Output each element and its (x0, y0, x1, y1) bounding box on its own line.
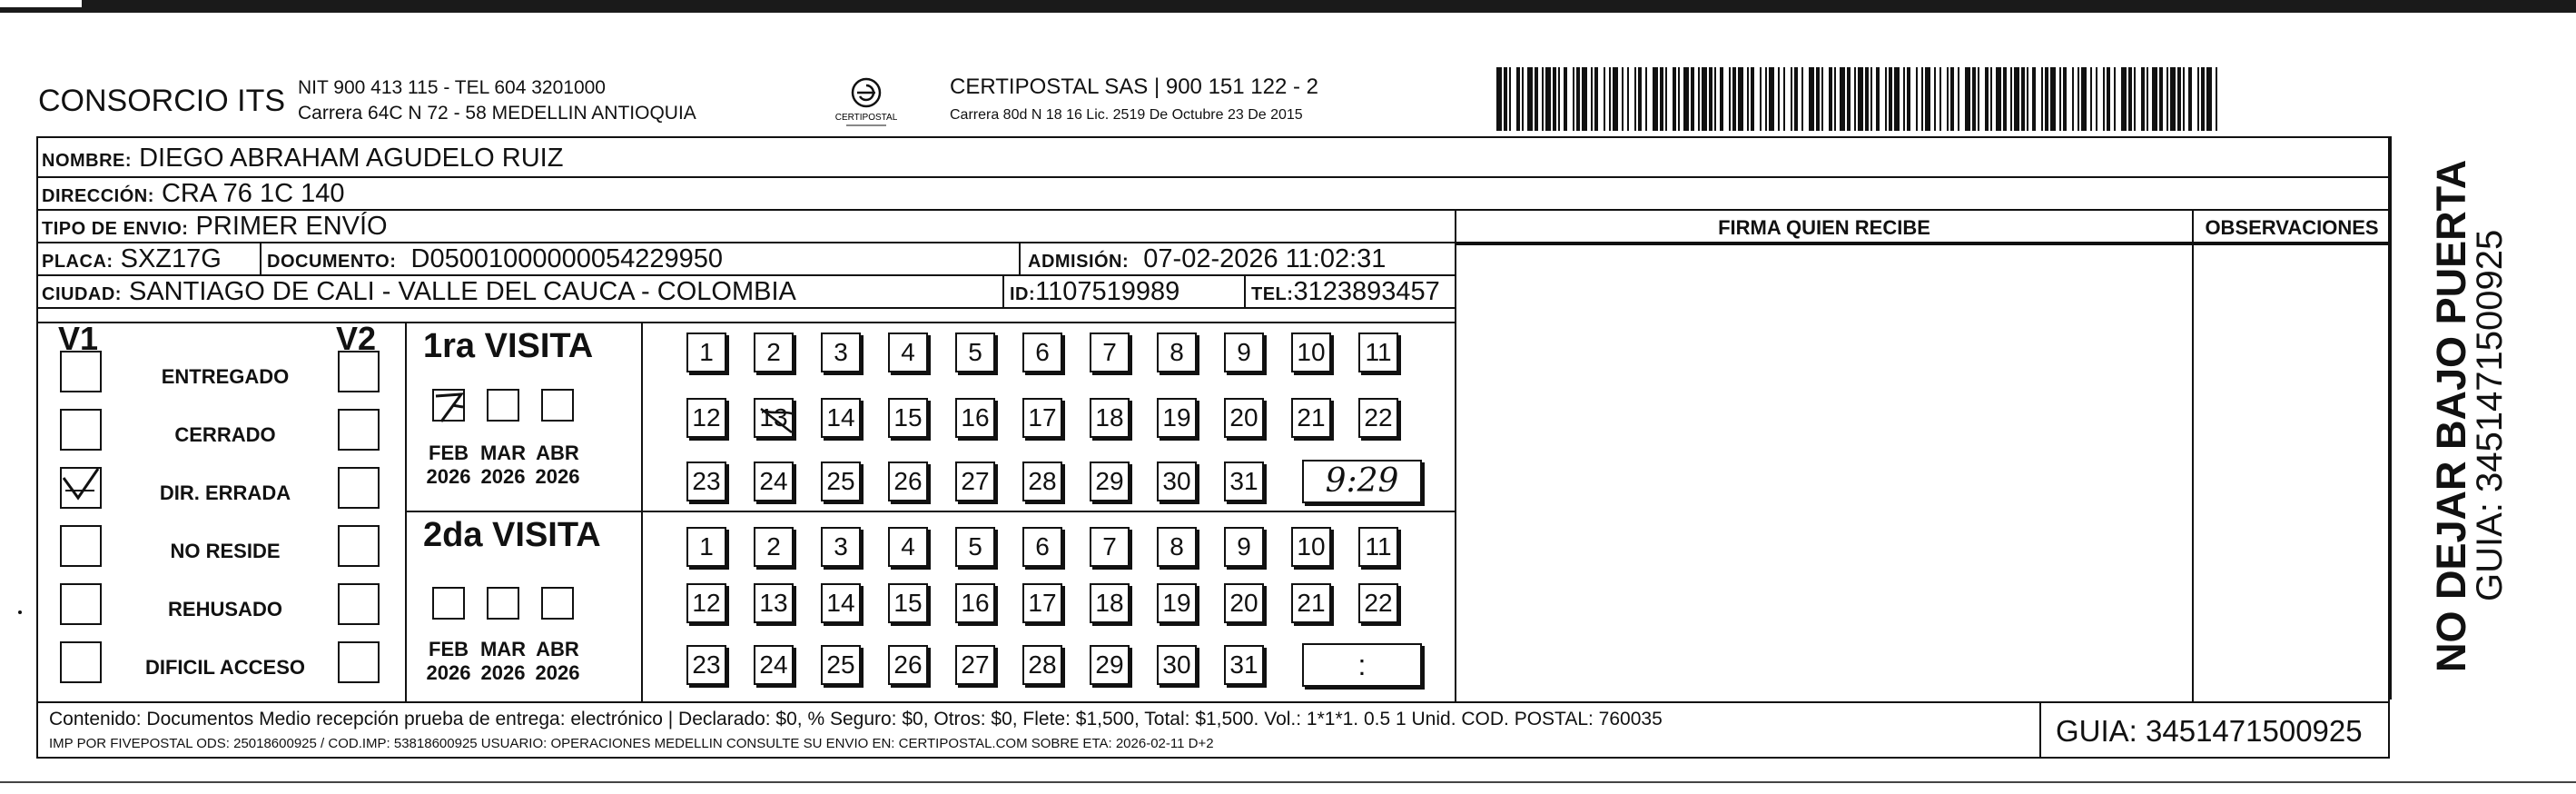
barcode-bar (1564, 67, 1567, 131)
barcode-bar (2014, 67, 2019, 131)
status-label-dificil-acceso: DIFICIL ACCESO (144, 656, 305, 679)
barcode-bar (2128, 67, 2132, 131)
v1-checkbox-rehusado[interactable] (60, 583, 102, 625)
nombre-field: NOMBRE: DIEGO ABRAHAM AGUDELO RUIZ (42, 144, 564, 173)
barcode-bar (1653, 67, 1658, 131)
barcode-bar (1903, 67, 1905, 131)
barcode-bar (2103, 67, 2105, 131)
visit-1-month-mar-label (476, 442, 530, 489)
barcode-bar (1876, 67, 1880, 131)
visit-1-day-12[interactable]: 12 (686, 398, 726, 438)
visit-divider-grid (641, 323, 643, 701)
barcode-bar (1801, 67, 1803, 131)
barcode-bar (2032, 67, 2036, 131)
visit-1-day-18[interactable]: 18 (1090, 398, 1130, 438)
visit-1-day-28[interactable]: 28 (1022, 462, 1062, 501)
visit-1-day-7[interactable]: 7 (1090, 332, 1130, 372)
visit-1-day-25[interactable]: 25 (821, 462, 861, 501)
visit-2-day-13[interactable]: 13 (754, 583, 794, 623)
barcode-bar (1729, 67, 1731, 131)
direccion-field: DIRECCIÓN: CRA 76 1C 140 (42, 179, 345, 208)
carrier-line-2: Carrera 80d N 18 16 Lic. 2519 De Octubre 23 De 2015 (950, 107, 1303, 123)
barcode-bar (2114, 67, 2116, 131)
month-name: MAR (479, 442, 527, 464)
month-name: ABR (536, 442, 579, 464)
visit-2-day-25[interactable]: 25 (821, 645, 861, 685)
row-line (1455, 243, 2390, 245)
sep-doc-adm (1019, 243, 1021, 276)
month-name: MAR (479, 638, 527, 660)
visit-2-day-21[interactable]: 21 (1291, 583, 1331, 623)
documento-field: DOCUMENTO: D05001000000054229950 (267, 244, 724, 273)
visit-2-month-mar-label (476, 638, 530, 685)
barcode-bar (1645, 67, 1647, 131)
visit-1-day-1[interactable]: 1 (686, 332, 726, 372)
visit-2-day-27[interactable]: 27 (955, 645, 995, 685)
sep-placa-doc (260, 243, 262, 276)
barcode-bar (2063, 67, 2067, 131)
visit-1-month-feb-label (421, 442, 476, 489)
tipo-envio-field: TIPO DE ENVIO: PRIMER ENVÍO (42, 212, 388, 241)
barcode-bar (2141, 67, 2145, 131)
barcode-bar (1698, 67, 1700, 131)
visit-1-day-9[interactable]: 9 (1224, 332, 1264, 372)
visit-1-day-5[interactable]: 5 (955, 332, 995, 372)
barcode-bar (2078, 67, 2079, 131)
month-year: 2026 (480, 661, 526, 684)
barcode-bar (2010, 67, 2012, 131)
barcode-bar (1709, 67, 1712, 131)
visit-2-day-30[interactable]: 30 (1157, 645, 1197, 685)
barcode-bar (2170, 67, 2176, 131)
barcode-bar (2188, 67, 2192, 131)
barcode-bar (1947, 67, 1949, 131)
visit-1-day-27[interactable]: 27 (955, 462, 995, 501)
side-warning: NO DEJAR BAJO PUERTA (2428, 159, 2474, 672)
barcode-bar (1990, 67, 1992, 131)
scan-bottom-line (0, 781, 2576, 783)
month-year: 2026 (535, 661, 580, 684)
barcode-bar (1558, 67, 1560, 131)
barcode-bar (1760, 67, 1762, 131)
footer-guia-sep (2039, 703, 2041, 758)
v2-checkbox-rehusado[interactable] (338, 583, 380, 625)
barcode-bar (1921, 67, 1923, 131)
barcode-bar (1972, 67, 1976, 131)
visit-1-day-24[interactable]: 24 (754, 462, 794, 501)
barcode-bar (1573, 67, 1574, 131)
visit-1-day-8[interactable]: 8 (1157, 332, 1197, 372)
barcode-bar (1889, 67, 1892, 131)
barcode-bar (1894, 67, 1900, 131)
barcode-bar (2159, 67, 2163, 131)
visit-2-day-28[interactable]: 28 (1022, 645, 1062, 685)
barcode-bar (2121, 67, 2127, 131)
barcode-bar (1985, 67, 1989, 131)
ciudad-field: CIUDAD: SANTIAGO DE CALI - VALLE DEL CAUCA - COLOMBIA (42, 277, 796, 306)
barcode-bar (1751, 67, 1754, 131)
visit-1-day-10[interactable]: 10 (1291, 332, 1331, 372)
barcode-bar (1732, 67, 1736, 131)
visit-2-month-abr-label (530, 638, 585, 685)
visit-1-day-14[interactable]: 14 (821, 398, 861, 438)
barcode-bar (1939, 67, 1941, 131)
barcode-bar (1769, 67, 1774, 131)
barcode-bar (2107, 67, 2110, 131)
status-label-no-reside: NO RESIDE (170, 540, 281, 562)
barcode-bar (1907, 67, 1910, 131)
visit-1-day-22[interactable]: 22 (1358, 398, 1398, 438)
barcode-bar (1553, 67, 1556, 131)
barcode-bar (1870, 67, 1872, 131)
observaciones-header: OBSERVACIONES (2205, 216, 2379, 239)
visit-2-day-29[interactable]: 29 (1090, 645, 1130, 685)
barcode-bar (2134, 67, 2136, 131)
visit-1-day-2[interactable]: 2 (754, 332, 794, 372)
company-line-2: Carrera 64C N 72 - 58 MEDELLIN ANTIOQUIA (298, 103, 696, 124)
visit-2-day-20[interactable]: 20 (1224, 583, 1264, 623)
barcode-bar (1609, 67, 1611, 131)
visit-2-day-17[interactable]: 17 (1022, 583, 1062, 623)
visit-1-day-19[interactable]: 19 (1157, 398, 1197, 438)
barcode-bar (2021, 67, 2025, 131)
barcode-bar (1847, 67, 1851, 131)
barcode-bar (2177, 67, 2181, 131)
visit-1-day-mark (759, 402, 795, 438)
row-line (36, 209, 2390, 211)
v1-checkbox-no-reside[interactable] (60, 525, 102, 567)
barcode-bar (1840, 67, 1845, 131)
barcode-bar (1527, 67, 1533, 131)
barcode-bar (2081, 67, 2087, 131)
placa-field: PLACA: SXZ17G (42, 244, 222, 273)
barcode-bar (2206, 67, 2212, 131)
visit-2-title: 2da VISITA (423, 516, 601, 554)
visit-1-day-20[interactable]: 20 (1224, 398, 1264, 438)
barcode-bar (1996, 67, 2001, 131)
footer-guia: GUIA: 3451471500925 (2056, 714, 2363, 748)
firma-header: FIRMA QUIEN RECIBE (1718, 216, 1930, 239)
barcode-bar (1542, 67, 1544, 131)
v2-checkbox-entregado[interactable] (338, 351, 380, 392)
scan-top-gap (0, 0, 82, 7)
visit-2-day-11[interactable]: 11 (1358, 527, 1398, 567)
visit-2-day-2[interactable]: 2 (754, 527, 794, 567)
visit-2-day-7[interactable]: 7 (1090, 527, 1130, 567)
visit-2-day-18[interactable]: 18 (1090, 583, 1130, 623)
visit-1-day-17[interactable]: 17 (1022, 398, 1062, 438)
logo-text: CERTIPOSTAL (834, 113, 898, 123)
id-field: ID:1107519989 (1010, 277, 1180, 306)
month-name: FEB (429, 442, 469, 464)
barcode-bar (1634, 67, 1636, 131)
visit-1-day-30[interactable]: 30 (1157, 462, 1197, 501)
visit-1-day-31[interactable]: 31 (1224, 462, 1264, 501)
visit-2-day-14[interactable]: 14 (821, 583, 861, 623)
barcode-bar (2166, 67, 2168, 131)
barcode-bar (1691, 67, 1694, 131)
visit-divider-horizontal (405, 511, 1455, 512)
barcode-bar (1791, 67, 1792, 131)
visit-2-day-10[interactable]: 10 (1291, 527, 1331, 567)
status-label-dir-errada: DIR. ERRADA (159, 481, 291, 504)
visit-2-day-31[interactable]: 31 (1224, 645, 1264, 685)
barcode-bar (1816, 67, 1820, 131)
barcode-bar (1673, 67, 1676, 131)
barcode-bar (1545, 67, 1551, 131)
barcode-bar (2090, 67, 2092, 131)
visit-2-day-26[interactable]: 26 (888, 645, 928, 685)
barcode-bar (1747, 67, 1749, 131)
barcode-bar (1916, 67, 1918, 131)
visit-2-day-5[interactable]: 5 (955, 527, 995, 567)
barcode-bar (1496, 67, 1502, 131)
barcode-bar (1613, 67, 1618, 131)
barcode-bar (1950, 67, 1954, 131)
visit-2-day-24[interactable]: 24 (754, 645, 794, 685)
month-year: 2026 (480, 465, 526, 488)
barcode-bar (1622, 67, 1624, 131)
row-line (36, 322, 1455, 323)
status-panel-divider (405, 323, 407, 701)
visit-2-day-23[interactable]: 23 (686, 645, 726, 685)
barcode-bar (1765, 67, 1767, 131)
barcode-bar (1702, 67, 1707, 131)
barcode-bar (2147, 67, 2148, 131)
barcode-bar (1516, 67, 1520, 131)
barcode-bar (1638, 67, 1642, 131)
side-guia: GUIA: 3451471500925 (2470, 229, 2510, 601)
visit-2-day-15[interactable]: 15 (888, 583, 928, 623)
barcode-bar (1885, 67, 1887, 131)
visit-2-day-3[interactable]: 3 (821, 527, 861, 567)
visit-1-title: 1ra VISITA (423, 327, 594, 365)
visit-2-day-19[interactable]: 19 (1157, 583, 1197, 623)
visit-1-month-mar-checkbox[interactable] (487, 389, 519, 422)
visit-2-day-6[interactable]: 6 (1022, 527, 1062, 567)
v2-checkbox-no-reside[interactable] (338, 525, 380, 567)
barcode-bar (1678, 67, 1680, 131)
company-line-1: NIT 900 413 115 - TEL 604 3201000 (298, 77, 606, 98)
barcode-bar (2216, 67, 2217, 131)
barcode-bar (2050, 67, 2056, 131)
visit-1-day-21[interactable]: 21 (1291, 398, 1331, 438)
barcode-bar (1829, 67, 1832, 131)
barcode-bar (1854, 67, 1856, 131)
barcode-bar (2003, 67, 2007, 131)
barcode-bar (1783, 67, 1785, 131)
barcode-bar (1925, 67, 1930, 131)
visit-1-month-feb-checkbox[interactable] (432, 389, 465, 422)
barcode-bar (1794, 67, 1798, 131)
barcode-bar (2197, 67, 2199, 131)
barcode-bar (2041, 67, 2043, 131)
barcode-bar (1683, 67, 1689, 131)
footer-line (36, 701, 2390, 703)
visit-2-day-4[interactable]: 4 (888, 527, 928, 567)
barcode-bar (1834, 67, 1836, 131)
v1-checkbox-dificil-acceso[interactable] (60, 641, 102, 683)
visit-1-day-4[interactable]: 4 (888, 332, 928, 372)
footer-content: Contenido: Documentos Medio recepción prueba de entrega: electrónico | Declarado: $0, % Seguro: $0, Otros: $0, Flete: $1,500, Total: $1,500. Vol.: 1*1*1. 0.5 1 Unid. COD. POSTAL: 760035 (49, 709, 1663, 729)
barcode-bar (1934, 67, 1936, 131)
barcode-bar (1965, 67, 1970, 131)
barcode-bar (1858, 67, 1863, 131)
barcode-bar (1522, 67, 1524, 131)
barcode-bar (2152, 67, 2157, 131)
barcode-bar (1576, 67, 1580, 131)
barcode-bar (2096, 67, 2097, 131)
visit-1-day-26[interactable]: 26 (888, 462, 928, 501)
tel-field: TEL:3123893457 (1251, 277, 1440, 306)
barcode-bar (1591, 67, 1593, 131)
barcode-bar (1594, 67, 1598, 131)
status-label-cerrado: CERRADO (174, 423, 276, 446)
status-label-rehusado: REHUSADO (168, 598, 282, 620)
v2-checkbox-cerrado[interactable] (338, 409, 380, 451)
barcode-bar (1809, 67, 1814, 131)
visit-1-day-29[interactable]: 29 (1090, 462, 1130, 501)
visit-2-day-8[interactable]: 8 (1157, 527, 1197, 567)
v1-checkbox-cerrado[interactable] (60, 409, 102, 451)
barcode-bar (1660, 67, 1663, 131)
month-year: 2026 (426, 661, 471, 684)
visit-1-day-3[interactable]: 3 (821, 332, 861, 372)
barcode-bar (1582, 67, 1587, 131)
month-name: FEB (429, 638, 469, 660)
visit-1-day-13[interactable]: 13 (754, 398, 794, 438)
barcode-bar (1865, 67, 1869, 131)
col-line-signature (1455, 211, 1456, 701)
visit-2-month-abr-checkbox[interactable] (541, 587, 574, 620)
visit-2-time[interactable]: : (1302, 643, 1422, 687)
sep-id-tel (1244, 276, 1246, 309)
visit-1-month-abr-label (530, 442, 585, 489)
visit-2-day-1[interactable]: 1 (686, 527, 726, 567)
barcode-bar (1627, 67, 1629, 131)
visit-2-day-16[interactable]: 16 (955, 583, 995, 623)
v1-checkbox-dir-errada[interactable] (60, 467, 102, 509)
col-line-observaciones (2192, 211, 2194, 701)
barcode-bar (1509, 67, 1511, 131)
scan-dot (18, 610, 22, 614)
visit-1-day-11[interactable]: 11 (1358, 332, 1398, 372)
status-label-entregado: ENTREGADO (161, 365, 290, 388)
barcode-bar (1720, 67, 1723, 131)
carrier-line-1: CERTIPOSTAL SAS | 900 151 122 - 2 (950, 74, 1318, 99)
sep-ciudad-id (1002, 276, 1004, 309)
barcode-bar (2183, 67, 2185, 131)
v2-checkbox-dificil-acceso[interactable] (338, 641, 380, 683)
barcode-bar (2045, 67, 2048, 131)
footer-print-info: IMP POR FIVEPOSTAL ODS: 25018600925 / COD.IMP: 53818600925 USUARIO: OPERACIONES MEDELLIN CONSULTE SU ENVIO EN: CERTIPOSTAL.COM SOBRE ETA: 2026-02-11 D+2 (49, 736, 1214, 751)
barcode-bar (1778, 67, 1780, 131)
barcode-bar (1504, 67, 1507, 131)
col-line-side (2390, 136, 2392, 700)
v1-checkbox-entregado[interactable] (60, 351, 102, 392)
barcode (1496, 67, 2219, 131)
barcode-bar (2059, 67, 2061, 131)
barcode-bar (2072, 67, 2074, 131)
barcode-bar (1535, 67, 1538, 131)
visit-1-day-23[interactable]: 23 (686, 462, 726, 501)
barcode-bar (1714, 67, 1716, 131)
month-name: ABR (536, 638, 579, 660)
certipostal-logo (834, 74, 899, 129)
visit-2-day-9[interactable]: 9 (1224, 527, 1264, 567)
v2-checkbox-dir-errada[interactable] (338, 467, 380, 509)
v1-label: V1 (58, 320, 99, 357)
company-name: CONSORCIO ITS (38, 84, 286, 118)
visit-2-month-feb-checkbox[interactable] (432, 587, 465, 620)
barcode-bar (1604, 67, 1605, 131)
visit-1-time[interactable]: 9:29 (1302, 460, 1422, 503)
barcode-bar (2201, 67, 2205, 131)
scan-top-edge (0, 0, 2576, 13)
visit-2-day-22[interactable]: 22 (1358, 583, 1398, 623)
visit-1-day-15[interactable]: 15 (888, 398, 928, 438)
visit-2-month-mar-checkbox[interactable] (487, 587, 519, 620)
barcode-bar (1738, 67, 1743, 131)
barcode-bar (2027, 67, 2028, 131)
barcode-bar (1821, 67, 1823, 131)
barcode-bar (1978, 67, 1979, 131)
month-year: 2026 (535, 465, 580, 488)
visit-1-day-6[interactable]: 6 (1022, 332, 1062, 372)
visit-2-month-feb-label (421, 638, 476, 685)
visit-1-month-abr-checkbox[interactable] (541, 389, 574, 422)
visit-2-day-12[interactable]: 12 (686, 583, 726, 623)
visit-1-day-16[interactable]: 16 (955, 398, 995, 438)
barcode-bar (1665, 67, 1667, 131)
v2-label: V2 (336, 320, 377, 357)
month-year: 2026 (426, 465, 471, 488)
admision-field: ADMISIÓN: 07-02-2026 11:02:31 (1028, 244, 1387, 273)
barcode-bar (1958, 67, 1959, 131)
